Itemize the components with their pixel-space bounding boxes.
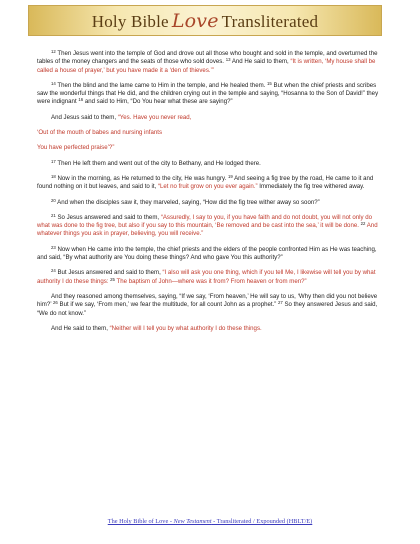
scripture-passage (37, 50, 383, 340)
passage-paragraph (37, 269, 383, 286)
verse-text: And they reasoned among themselves, saying, “If we say, ‘From heaven,’ He will say to us, ‘Why then did you not believe him?’ (37, 292, 378, 309)
header-title (92, 10, 319, 32)
verse-number: 23 (51, 244, 56, 250)
header-title-part2: Transliterated (221, 11, 319, 31)
verse-text: And Jesus said to them, (51, 113, 118, 121)
words-of-jesus: “Assuredly, I say to you, if you have faith and do not doubt, you will not only do what was done to the fig tree, but also if you say to this mountain, ‘Be removed and be cast into the sea,’ it will be done. (37, 213, 373, 230)
verse-number: 27 (277, 300, 283, 306)
passage-paragraph (37, 144, 383, 152)
verse-text: Then He left them and went out of the city to Bethany, and He lodged there. (55, 159, 261, 167)
words-of-jesus: “Neither will I tell you by what authority I do these things. (109, 324, 262, 332)
verse-text: and said to Him, “Do You hear what these are saying?” (83, 98, 233, 106)
words-of-jesus: “Let no fruit grow on you ever again.” (157, 183, 258, 191)
verse-text: And He said to them, (51, 324, 110, 332)
verse-text: And He said to them, (230, 58, 291, 66)
verse-number: 26 (53, 300, 58, 306)
passage-paragraph (37, 214, 383, 239)
verse-number: 25 (110, 276, 115, 282)
verse-text: Then the blind and the lame came to Him in the temple, and He healed them. (55, 81, 268, 89)
passage-paragraph (37, 114, 383, 122)
words-of-jesus: “Yes. Have you never read, (117, 113, 192, 121)
verse-text: But when the chief priests and scribes saw the wonderful things that He did, and the children crying out in the temple and saying, “Hosanna to the Son of David!” they were indignant (37, 81, 379, 106)
header-title-part1: Holy Bible (91, 11, 169, 31)
passage-paragraph (37, 129, 383, 137)
verse-text: Then Jesus went into the temple of God and drove out all those who bought and sold in the temple, and overturned the tables of the money changers and the seats of those who sold doves. (37, 50, 378, 66)
words-of-jesus: ‘Out of the mouth of babes and nursing infants (37, 129, 163, 137)
verse-number: 18 (51, 173, 56, 179)
verse-text: But Jesus answered and said to them, (55, 269, 163, 277)
verse-text: Now when He came into the temple, the chief priests and the elders of the people confronted Him as He was teaching, and said, “By what authority are You doing these things? And who gave You this authority?” (37, 245, 377, 262)
verse-text: Immediately the fig tree withered away. (257, 183, 365, 191)
verse-text: But if we say, ‘From men,’ we fear the multitude, for all count John as a prophet.” (57, 301, 278, 309)
passage-paragraph (37, 325, 383, 333)
words-of-jesus: “It is written, ‘My house shall be called a house of prayer,’ but you have made it a ‘den of thieves.’” (37, 58, 376, 74)
footer-link[interactable] (0, 518, 420, 525)
verse-number: 17 (51, 158, 56, 164)
verse-number: 14 (51, 80, 56, 86)
verse-number: 20 (51, 197, 56, 203)
words-of-jesus: And whatever things you ask in prayer, believing, you will receive.” (37, 222, 378, 238)
verse-number: 15 (267, 80, 272, 86)
footer-prefix: The Holy Bible of Love - (107, 518, 174, 525)
header-banner (28, 5, 382, 36)
verse-number: 22 (360, 220, 366, 226)
verse-number: 12 (51, 48, 56, 54)
verse-text: Now in the morning, as He returned to the city, He was hungry. (55, 174, 228, 182)
verse-number: 13 (225, 57, 231, 63)
passage-paragraph (37, 293, 383, 318)
verse-text: And when the disciples saw it, they marveled, saying, “How did the fig tree wither away so soon?” (55, 198, 320, 206)
verse-text: And seeing a fig tree by the road, He came to it and found nothing on it but leaves, and said to it, (37, 174, 374, 191)
words-of-jesus: “I also will ask you one thing, which if you tell Me, I likewise will tell you by what authority I do these things: (37, 269, 376, 285)
header-title-love: Love (171, 9, 219, 32)
footer-italic: New Testament (173, 518, 212, 525)
passage-paragraph (37, 160, 383, 168)
verse-number: 16 (78, 97, 84, 103)
footer-suffix: - Transliterated / Expounded (HBLT/E) (211, 518, 313, 525)
passage-paragraph (37, 199, 383, 207)
words-of-jesus: You have perfected praise’?” (37, 144, 115, 152)
verse-number: 24 (51, 268, 56, 274)
words-of-jesus: The baptism of John—where was it from? From heaven or from men?” (114, 277, 307, 285)
passage-paragraph (37, 82, 383, 107)
passage-paragraph (37, 50, 383, 75)
passage-paragraph (37, 175, 383, 192)
verse-text: So they answered Jesus and said, “We do not know.” (37, 301, 378, 317)
verse-text: So Jesus answered and said to them, (55, 213, 161, 221)
verse-number: 19 (227, 173, 233, 179)
passage-paragraph (37, 246, 383, 263)
verse-number: 21 (51, 212, 56, 218)
